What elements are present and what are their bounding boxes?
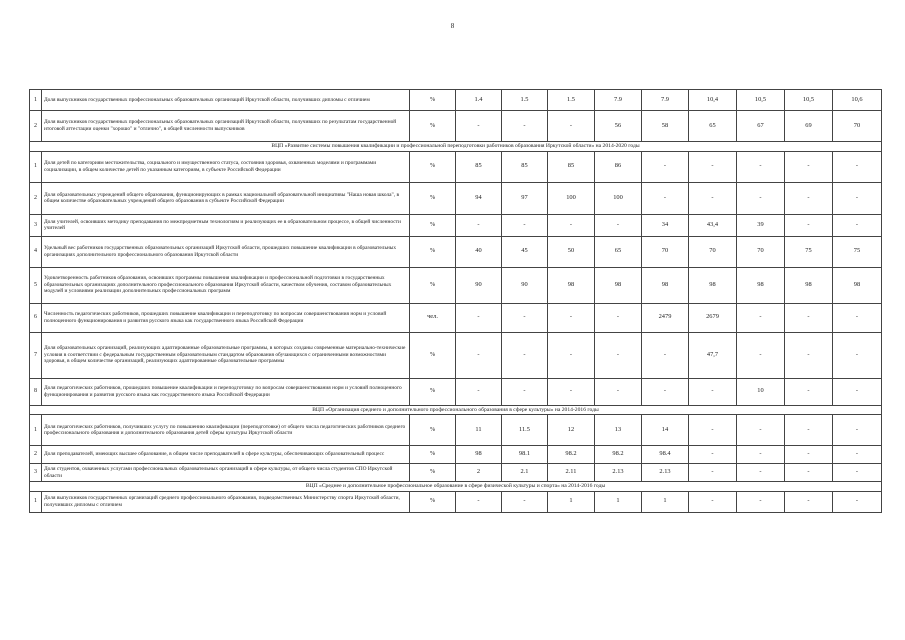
- value-cell: 98: [689, 267, 737, 303]
- value-cell: -: [833, 214, 882, 236]
- value-cell: -: [548, 111, 595, 142]
- value-cell: 90: [456, 267, 502, 303]
- value-cell: 1.4: [456, 90, 502, 111]
- value-cell: 40: [456, 236, 502, 267]
- value-cell: 10: [737, 378, 785, 405]
- unit-cell: %: [410, 446, 456, 464]
- value-cell: -: [689, 182, 737, 214]
- indicator-description: Доля образовательных организаций, реализующих адаптированные образовательные программы, в которых созданы современные материально-технические условия в соответствии с федеральным государственным образовательным стандартом образования обучающихся с ограниченными возможностями здоровья, в общем количестве организаций, реализующих адаптированные образовательные программы: [42, 332, 410, 378]
- value-cell: -: [785, 182, 833, 214]
- value-cell: -: [689, 446, 737, 464]
- value-cell: -: [456, 332, 502, 378]
- table-row: [30, 151, 882, 182]
- value-cell: 98: [548, 267, 595, 303]
- value-cell: -: [642, 332, 689, 378]
- value-cell: -: [548, 332, 595, 378]
- value-cell: -: [833, 415, 882, 446]
- value-cell: -: [785, 303, 833, 332]
- section-title: ВЦП «Организация среднего и дополнительного профессионального образования в сфере культуры» на 2014-2016 годы: [30, 405, 882, 415]
- value-cell: -: [595, 378, 642, 405]
- row-number: 3: [30, 214, 42, 236]
- value-cell: -: [737, 151, 785, 182]
- value-cell: -: [689, 491, 737, 512]
- value-cell: -: [689, 415, 737, 446]
- value-cell: 14: [642, 415, 689, 446]
- table-row: [30, 303, 882, 332]
- value-cell: 1.5: [502, 90, 548, 111]
- section-row: [30, 405, 882, 415]
- value-cell: -: [642, 151, 689, 182]
- value-cell: 50: [548, 236, 595, 267]
- row-number: 1: [30, 90, 42, 111]
- value-cell: -: [456, 378, 502, 405]
- value-cell: 2.11: [548, 464, 595, 482]
- value-cell: 47,7: [689, 332, 737, 378]
- table-row: [30, 267, 882, 303]
- indicators-table: [29, 89, 882, 513]
- value-cell: -: [737, 332, 785, 378]
- value-cell: -: [785, 151, 833, 182]
- value-cell: 70: [689, 236, 737, 267]
- table-row: [30, 182, 882, 214]
- indicator-description: Удовлетворенность работников образования, освоивших программы повышения квалификации и профессиональной подготовки в государственных образовательных организациях дополнительного профессионального образования Иркутской области, качеством обучения, составом образовательных модулей и условиями реализации дополнительных профессиональных программ: [42, 267, 410, 303]
- unit-cell: чел.: [410, 303, 456, 332]
- unit-cell: %: [410, 378, 456, 405]
- value-cell: 98: [642, 267, 689, 303]
- value-cell: -: [737, 415, 785, 446]
- value-cell: 70: [642, 236, 689, 267]
- value-cell: 69: [785, 111, 833, 142]
- value-cell: 98: [737, 267, 785, 303]
- value-cell: 10,5: [737, 90, 785, 111]
- unit-cell: %: [410, 491, 456, 512]
- table-row: [30, 90, 882, 111]
- value-cell: 98: [456, 446, 502, 464]
- value-cell: -: [548, 214, 595, 236]
- value-cell: -: [456, 491, 502, 512]
- indicator-description: Удельный вес работников государственных образовательных организаций Иркутской области, прошедших повышение квалификации в образовательных организациях дополнительного профессионального образования Иркутской области: [42, 236, 410, 267]
- row-number: 2: [30, 182, 42, 214]
- value-cell: 58: [642, 111, 689, 142]
- value-cell: 75: [833, 236, 882, 267]
- value-cell: 2.13: [642, 464, 689, 482]
- value-cell: 2: [456, 464, 502, 482]
- row-number: 6: [30, 303, 42, 332]
- unit-cell: %: [410, 90, 456, 111]
- value-cell: 2679: [689, 303, 737, 332]
- value-cell: 98: [785, 267, 833, 303]
- value-cell: -: [642, 378, 689, 405]
- value-cell: 7.9: [642, 90, 689, 111]
- row-number: 5: [30, 267, 42, 303]
- value-cell: 7.9: [595, 90, 642, 111]
- value-cell: -: [833, 491, 882, 512]
- value-cell: 97: [502, 182, 548, 214]
- indicator-description: Доля педагогических работников, получивших услугу по повышению квалификации (переподготовке) от общего числа педагогических работников среднего профессионального образования и дополнительного образования детей сферы культуры Иркутской области: [42, 415, 410, 446]
- value-cell: -: [502, 491, 548, 512]
- value-cell: -: [456, 303, 502, 332]
- value-cell: 98: [595, 267, 642, 303]
- unit-cell: %: [410, 151, 456, 182]
- value-cell: -: [456, 214, 502, 236]
- section-title: ВЦП «Развитие системы повышения квалификации и профессиональной переподготовки работников образования Иркутской области» на 2014-2020 годы: [30, 142, 882, 152]
- table-row: [30, 378, 882, 405]
- value-cell: -: [642, 182, 689, 214]
- value-cell: 98: [833, 267, 882, 303]
- value-cell: -: [595, 303, 642, 332]
- value-cell: -: [737, 303, 785, 332]
- value-cell: 2479: [642, 303, 689, 332]
- value-cell: -: [548, 378, 595, 405]
- value-cell: -: [548, 303, 595, 332]
- value-cell: -: [785, 378, 833, 405]
- value-cell: -: [456, 111, 502, 142]
- table-row: [30, 415, 882, 446]
- value-cell: 85: [456, 151, 502, 182]
- unit-cell: %: [410, 267, 456, 303]
- unit-cell: %: [410, 214, 456, 236]
- value-cell: -: [737, 464, 785, 482]
- value-cell: 65: [595, 236, 642, 267]
- value-cell: 2.1: [502, 464, 548, 482]
- value-cell: 2.13: [595, 464, 642, 482]
- value-cell: 10,6: [833, 90, 882, 111]
- unit-cell: %: [410, 415, 456, 446]
- value-cell: -: [833, 151, 882, 182]
- indicator-description: Доля выпускников государственных профессиональных образовательных организаций Иркутской области, получивших дипломы с отличием: [42, 90, 410, 111]
- value-cell: -: [833, 332, 882, 378]
- value-cell: -: [737, 182, 785, 214]
- unit-cell: %: [410, 464, 456, 482]
- value-cell: -: [595, 214, 642, 236]
- value-cell: 70: [737, 236, 785, 267]
- value-cell: 11: [456, 415, 502, 446]
- value-cell: -: [737, 491, 785, 512]
- indicator-description: Доля педагогических работников, прошедших повышение квалификации и переподготовку по вопросам совершенствования норм и условий полноценного функционирования и развития русского языка как государственного языка Российской Федерации: [42, 378, 410, 405]
- table-row: [30, 491, 882, 512]
- unit-cell: %: [410, 332, 456, 378]
- value-cell: -: [785, 446, 833, 464]
- value-cell: -: [502, 378, 548, 405]
- value-cell: 1.5: [548, 90, 595, 111]
- value-cell: -: [502, 303, 548, 332]
- value-cell: 12: [548, 415, 595, 446]
- section-title: ВЦП «Среднее и дополнительное профессиональное образование в сфере физической культуры и спорта» на 2014-2016 годы: [30, 482, 882, 492]
- value-cell: 85: [502, 151, 548, 182]
- value-cell: -: [785, 464, 833, 482]
- value-cell: 98.2: [595, 446, 642, 464]
- row-number: 1: [30, 491, 42, 512]
- value-cell: -: [833, 446, 882, 464]
- indicator-description: Доля детей по категориям местожительства, социального и имущественного статуса, состояния здоровья, охваченных моделями и программами социализации, в общем количестве детей по указанным категориям, в субъекте Российской Федерации: [42, 151, 410, 182]
- value-cell: 45: [502, 236, 548, 267]
- page-number: 8: [450, 22, 455, 30]
- value-cell: -: [833, 303, 882, 332]
- value-cell: -: [785, 415, 833, 446]
- indicator-description: Доля учителей, освоивших методику преподавания по межпредметным технологиям и реализующих ее в образовательном процессе, в общей численности учителей: [42, 214, 410, 236]
- indicator-description: Численность педагогических работников, прошедших повышение квалификации и переподготовку по вопросам совершенствования норм и условий полноценного функционирования и развития русского языка как государственного языка Российской Федерации: [42, 303, 410, 332]
- value-cell: -: [785, 214, 833, 236]
- table-row: [30, 111, 882, 142]
- value-cell: -: [785, 332, 833, 378]
- value-cell: -: [833, 182, 882, 214]
- value-cell: 13: [595, 415, 642, 446]
- value-cell: 100: [548, 182, 595, 214]
- value-cell: -: [689, 378, 737, 405]
- row-number: 1: [30, 151, 42, 182]
- table-row: [30, 464, 882, 482]
- value-cell: 70: [833, 111, 882, 142]
- section-row: [30, 142, 882, 152]
- value-cell: -: [833, 464, 882, 482]
- value-cell: 98.1: [502, 446, 548, 464]
- value-cell: -: [502, 111, 548, 142]
- value-cell: 1: [548, 491, 595, 512]
- row-number: 4: [30, 236, 42, 267]
- value-cell: 65: [689, 111, 737, 142]
- value-cell: -: [502, 214, 548, 236]
- indicator-description: Доля образовательных учреждений общего образования, функционирующих в рамках национальной образовательной инициативы "Наша новая школа", в общем количестве образовательных учреждений общего образования в субъекте Российской Федерации: [42, 182, 410, 214]
- value-cell: 11.5: [502, 415, 548, 446]
- value-cell: 98.2: [548, 446, 595, 464]
- row-number: 2: [30, 446, 42, 464]
- value-cell: -: [737, 446, 785, 464]
- value-cell: 1: [642, 491, 689, 512]
- value-cell: 1: [595, 491, 642, 512]
- indicator-description: Доля преподавателей, имеющих высшее образование, в общем числе преподавателей в сфере культуры, обеспечивающих образовательный процесс: [42, 446, 410, 464]
- value-cell: 94: [456, 182, 502, 214]
- value-cell: 56: [595, 111, 642, 142]
- value-cell: 85: [548, 151, 595, 182]
- row-number: 2: [30, 111, 42, 142]
- indicator-description: Доля выпускников государственных организаций среднего профессионального образования, подведомственных Министерству спорта Иркутской области, получивших дипломы с отличием: [42, 491, 410, 512]
- value-cell: -: [785, 491, 833, 512]
- value-cell: 43,4: [689, 214, 737, 236]
- value-cell: -: [689, 151, 737, 182]
- unit-cell: %: [410, 111, 456, 142]
- table-row: [30, 236, 882, 267]
- value-cell: 100: [595, 182, 642, 214]
- value-cell: 10,4: [689, 90, 737, 111]
- row-number: 7: [30, 332, 42, 378]
- table-row: [30, 214, 882, 236]
- row-number: 8: [30, 378, 42, 405]
- value-cell: -: [689, 464, 737, 482]
- row-number: 3: [30, 464, 42, 482]
- value-cell: 67: [737, 111, 785, 142]
- value-cell: 86: [595, 151, 642, 182]
- value-cell: 10,5: [785, 90, 833, 111]
- value-cell: -: [502, 332, 548, 378]
- value-cell: 90: [502, 267, 548, 303]
- value-cell: -: [595, 332, 642, 378]
- value-cell: 75: [785, 236, 833, 267]
- value-cell: 34: [642, 214, 689, 236]
- indicator-description: Доля выпускников государственных профессиональных образовательных организаций Иркутской области, получивших по результатам государственной итоговой аттестации оценки "хорошо" и "отлично", в общей численности выпускников: [42, 111, 410, 142]
- section-row: [30, 482, 882, 492]
- unit-cell: %: [410, 236, 456, 267]
- table-row: [30, 332, 882, 378]
- row-number: 1: [30, 415, 42, 446]
- value-cell: 98.4: [642, 446, 689, 464]
- table-row: [30, 446, 882, 464]
- value-cell: -: [833, 378, 882, 405]
- indicator-description: Доля студентов, охваченных услугами профессиональных образовательных организаций в сфере культуры, от общего числа студентов СПО Иркутской области: [42, 464, 410, 482]
- unit-cell: %: [410, 182, 456, 214]
- value-cell: 39: [737, 214, 785, 236]
